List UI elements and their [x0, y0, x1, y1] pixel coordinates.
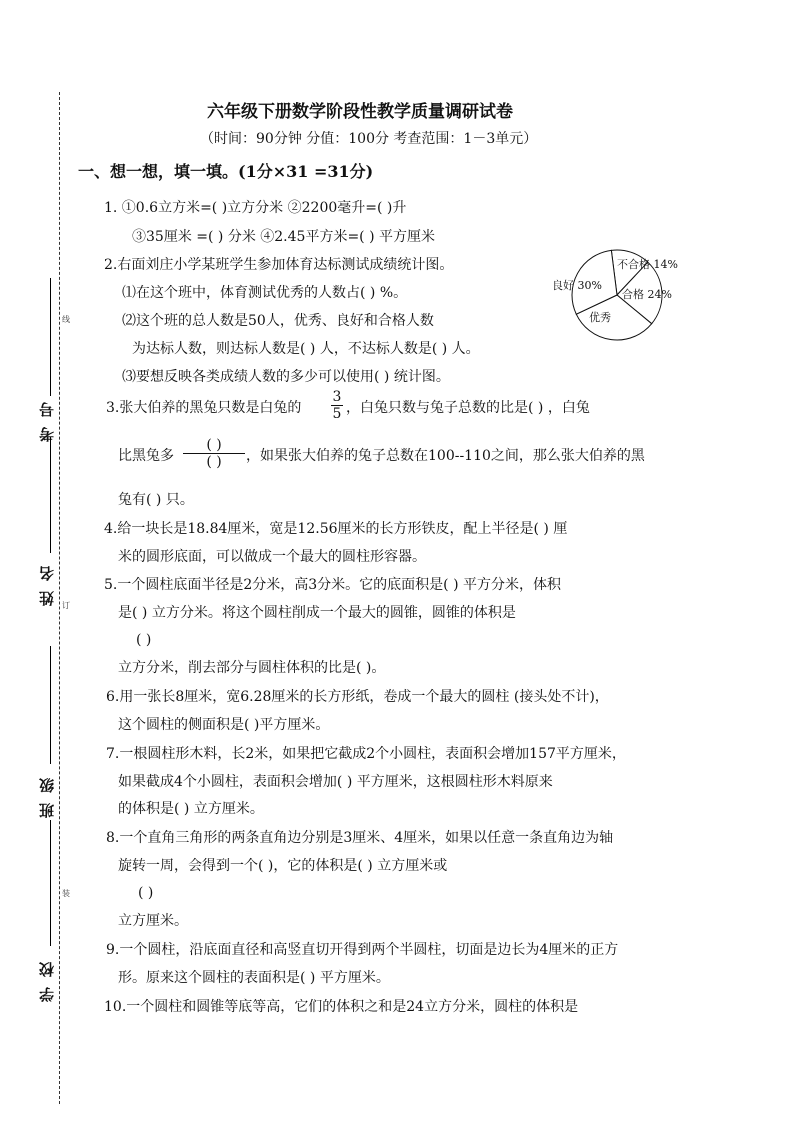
q2-part2-line1: ⑵这个班的总人数是50人，优秀、良好和合格人数	[122, 313, 434, 329]
q3-blank-denominator[interactable]: ( )	[206, 454, 222, 470]
page-subtitle: （时间：90分钟 分值：100分 考查范围：1－3单元）	[200, 131, 538, 147]
page-title: 六年级下册数学阶段性教学质量调研试卷	[207, 102, 513, 122]
q3-line2-post: ，如果张大伯养的兔子总数在100--110之间，那么张大伯养的黑	[246, 448, 645, 464]
q7-line1: 7.一根圆柱形木料，长2米，如果把它截成2个小圆柱，表面积会增加157平方厘米，	[106, 746, 626, 762]
xuexiao-underline	[50, 820, 51, 946]
pie-label-lianghao: 良好 30%	[552, 279, 602, 292]
q4-line2: 米的圆形底面，可以做成一个最大的圆柱形容器。	[118, 549, 426, 565]
q2-intro: 2.右面刘庄小学某班学生参加体育达标测试成绩统计图。	[104, 257, 454, 273]
q5-line2: 是( ) 立方分米。将这个圆柱削成一个最大的圆锥，圆锥的体积是	[118, 605, 516, 621]
q3-blank-fraction[interactable]	[183, 437, 245, 470]
kaohao-label: 考号	[38, 392, 56, 442]
kaohao-underline	[50, 278, 51, 396]
q4-line1: 4.给一块长是18.84厘米，宽是12.56厘米的长方形铁皮，配上半径是( ) 厘	[104, 521, 568, 537]
xingming-underline	[50, 437, 51, 553]
q7-line3: 的体积是( ) 立方厘米。	[118, 801, 264, 817]
q6-line1: 6.用一张长8厘米，宽6.28厘米的长方形纸，卷成一个最大的圆柱 (接头处不计)，	[106, 689, 609, 705]
q8-line3: ( )	[138, 885, 154, 901]
q8-line2: 旋转一周，会得到一个( )，它的体积是( ) 立方厘米或	[118, 858, 448, 874]
banji-underline	[50, 646, 51, 764]
q9-line1: 9.一个圆柱，沿底面直径和高竖直切开得到两个半圆柱，切面是边长为4厘米的正方	[106, 942, 619, 958]
q5-line4: 立方分米，削去部分与圆柱体积的比是( )。	[118, 660, 386, 676]
q3-fraction-denominator: 5	[332, 406, 342, 422]
q3-fraction-numerator: 3	[332, 389, 342, 405]
q2-part3: ⑶要想反映各类成绩人数的多少可以使用( ) 统计图。	[122, 369, 450, 385]
q10-line1: 10.一个圆柱和圆锥等底等高，它们的体积之和是24立方分米，圆柱的体积是	[104, 999, 579, 1015]
q3-line3: 兔有( ) 只。	[118, 492, 194, 508]
binding-mark-zhuang: 装	[62, 889, 70, 898]
pie-label-bugege: 不合格 14%	[617, 258, 678, 271]
pie-label-hege: 合格 24%	[622, 288, 672, 301]
binding-mark-ding: 订	[62, 601, 70, 610]
q3-fraction-three-fifths	[331, 389, 343, 422]
pie-label-youxiu: 优秀	[589, 311, 611, 324]
banji-label: 班级	[38, 768, 56, 818]
xingming-label: 姓名	[38, 556, 56, 606]
q3-line1-post: ，白兔只数与兔子总数的比是( ) ，白兔	[346, 400, 590, 416]
q5-line1: 5.一个圆柱底面半径是2分米，高3分米。它的底面积是( ) 平方分米，体积	[104, 577, 561, 593]
q2-part2-line2: 为达标人数，则达标人数是( ) 人，不达标人数是( ) 人。	[132, 341, 480, 357]
q3-line1-pre: 3.张大伯养的黑兔只数是白兔的	[106, 400, 302, 416]
q7-line2: 如果截成4个小圆柱，表面积会增加( ) 平方厘米，这根圆柱形木料原来	[118, 774, 553, 790]
binding-mark-xian: 线	[62, 315, 70, 324]
q9-line2: 形。原来这个圆柱的表面积是( ) 平方厘米。	[118, 970, 390, 986]
xuexiao-label: 学校	[38, 952, 56, 1002]
q5-line3: ( )	[136, 632, 152, 648]
q8-line4: 立方厘米。	[118, 913, 188, 929]
q3-line2-pre: 比黑兔多	[118, 448, 174, 464]
q1-line2: ③35厘米 =( ) 分米 ④2.45平方米=( ) 平方厘米	[132, 229, 435, 245]
q3-blank-numerator[interactable]: ( )	[206, 437, 222, 453]
q6-line2: 这个圆柱的侧面积是( )平方厘米。	[118, 717, 330, 733]
binding-dashed-line	[59, 92, 60, 1104]
q8-line1: 8.一个直角三角形的两条直角边分别是3厘米、4厘米，如果以任意一条直角边为轴	[106, 830, 614, 846]
q2-part1: ⑴在这个班中，体育测试优秀的人数占( ) %。	[122, 285, 408, 301]
section-heading: 一、想一想，填一填。(1分×31 =31分)	[78, 162, 374, 181]
q1-line1: 1. ①0.6立方米=( )立方分米 ②2200毫升=( )升	[104, 200, 407, 216]
